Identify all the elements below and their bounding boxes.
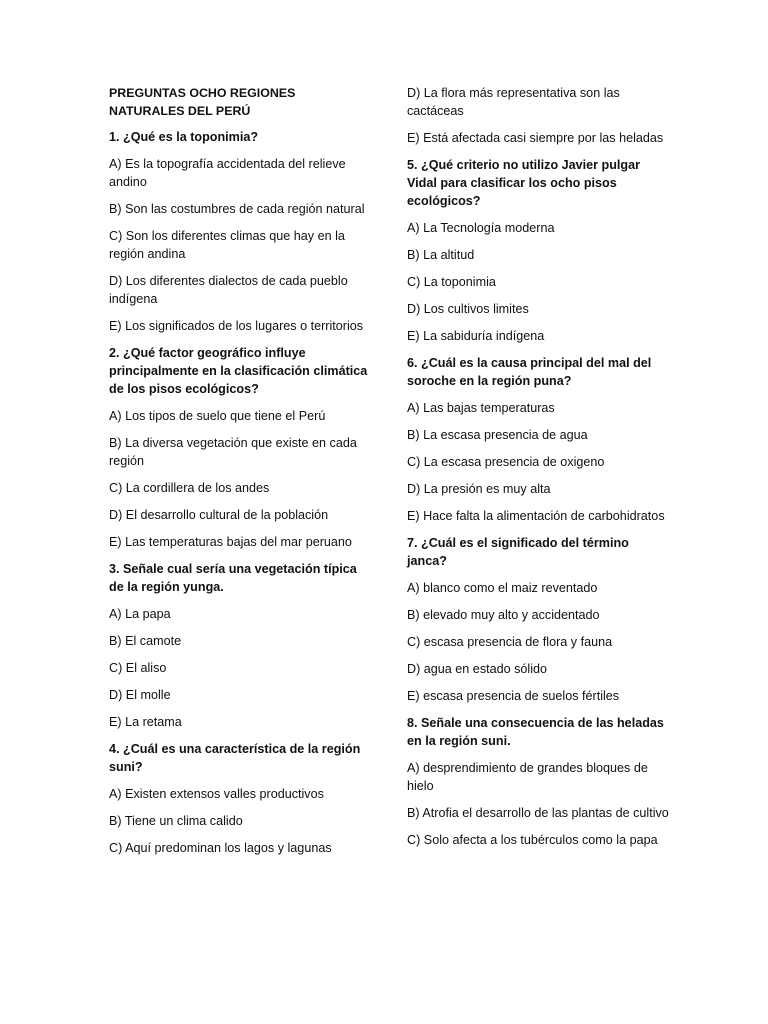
answer-option: A) Los tipos de suelo que tiene el Perú [109,409,326,423]
answer-option: B) La diversa vegetación que existe en cada región [109,436,357,468]
answer-option: C) La escasa presencia de oxigeno [407,455,605,469]
answer-option: C) Son los diferentes climas que hay en la región andina [109,229,345,261]
answer-option: A) desprendimiento de grandes bloques de hielo [407,761,648,793]
answer-option: D) El molle [109,688,171,702]
answer-option: E) Hace falta la alimentación de carbohidratos [407,509,665,523]
answer-option: B) Atrofia el desarrollo de las plantas de cultivo [407,806,669,820]
question-text: 5. ¿Qué criterio no utilizo Javier pulgar Vidal para clasificar los ocho pisos ecológicos? [407,158,641,208]
answer-option: E) escasa presencia de suelos fértiles [407,689,620,703]
answer-option: E) Las temperaturas bajas del mar peruano [109,535,352,549]
answer-option: D) Los diferentes dialectos de cada pueblo indígena [109,274,348,306]
answer-option: D) La flora más representativa son las cactáceas [407,86,620,118]
answer-option: A) Existen extensos valles productivos [109,787,324,801]
question-text: 1. ¿Qué es la toponimia? [109,130,259,144]
answer-option: C) La toponimia [407,275,496,289]
answer-option: E) Los significados de los lugares o territorios [109,319,364,333]
answer-option: D) El desarrollo cultural de la población [109,508,329,522]
left-column-items [109,128,371,857]
question-text: 8. Señale una consecuencia de las heladas en la región suni. [407,716,664,748]
answer-option: C) Aquí predominan los lagos y lagunas [109,841,332,855]
answer-option: D) agua en estado sólido [407,662,548,676]
answer-option: B) El camote [109,634,182,648]
answer-option: B) La altitud [407,248,475,262]
right-column [407,84,669,858]
answer-option: C) La cordillera de los andes [109,481,270,495]
answer-option: D) Los cultivos limites [407,302,529,316]
answer-option: C) escasa presencia de flora y fauna [407,635,613,649]
answer-option: A) Las bajas temperaturas [407,401,555,415]
answer-option: B) elevado muy alto y accidentado [407,608,600,622]
question-text: 7. ¿Cuál es el significado del término janca? [407,536,629,568]
document-title: PREGUNTAS OCHO REGIONES NATURALES DEL PERÚ [109,86,296,118]
left-column [109,84,371,866]
question-text: 4. ¿Cuál es una característica de la región suni? [109,742,361,774]
answer-option: A) La Tecnología moderna [407,221,555,235]
question-text: 6. ¿Cuál es la causa principal del mal del soroche en la región puna? [407,356,652,388]
answer-option: B) La escasa presencia de agua [407,428,588,442]
answer-option: C) Solo afecta a los tubérculos como la papa [407,833,658,847]
answer-option: B) Son las costumbres de cada región natural [109,202,365,216]
answer-option: E) Está afectada casi siempre por las heladas [407,131,664,145]
question-text: 2. ¿Qué factor geográfico influye principalmente en la clasificación climática de los pisos ecológicos? [109,346,368,396]
answer-option: D) La presión es muy alta [407,482,551,496]
answer-option: A) Es la topografía accidentada del relieve andino [109,157,346,189]
answer-option: A) blanco como el maiz reventado [407,581,598,595]
answer-option: E) La sabiduría indígena [407,329,545,343]
answer-option: E) La retama [109,715,182,729]
answer-option: C) El aliso [109,661,167,675]
answer-option: A) La papa [109,607,171,621]
question-text: 3. Señale cual sería una vegetación típica de la región yunga. [109,562,357,594]
answer-option: B) Tiene un clima calido [109,814,243,828]
right-column-items [407,84,669,849]
